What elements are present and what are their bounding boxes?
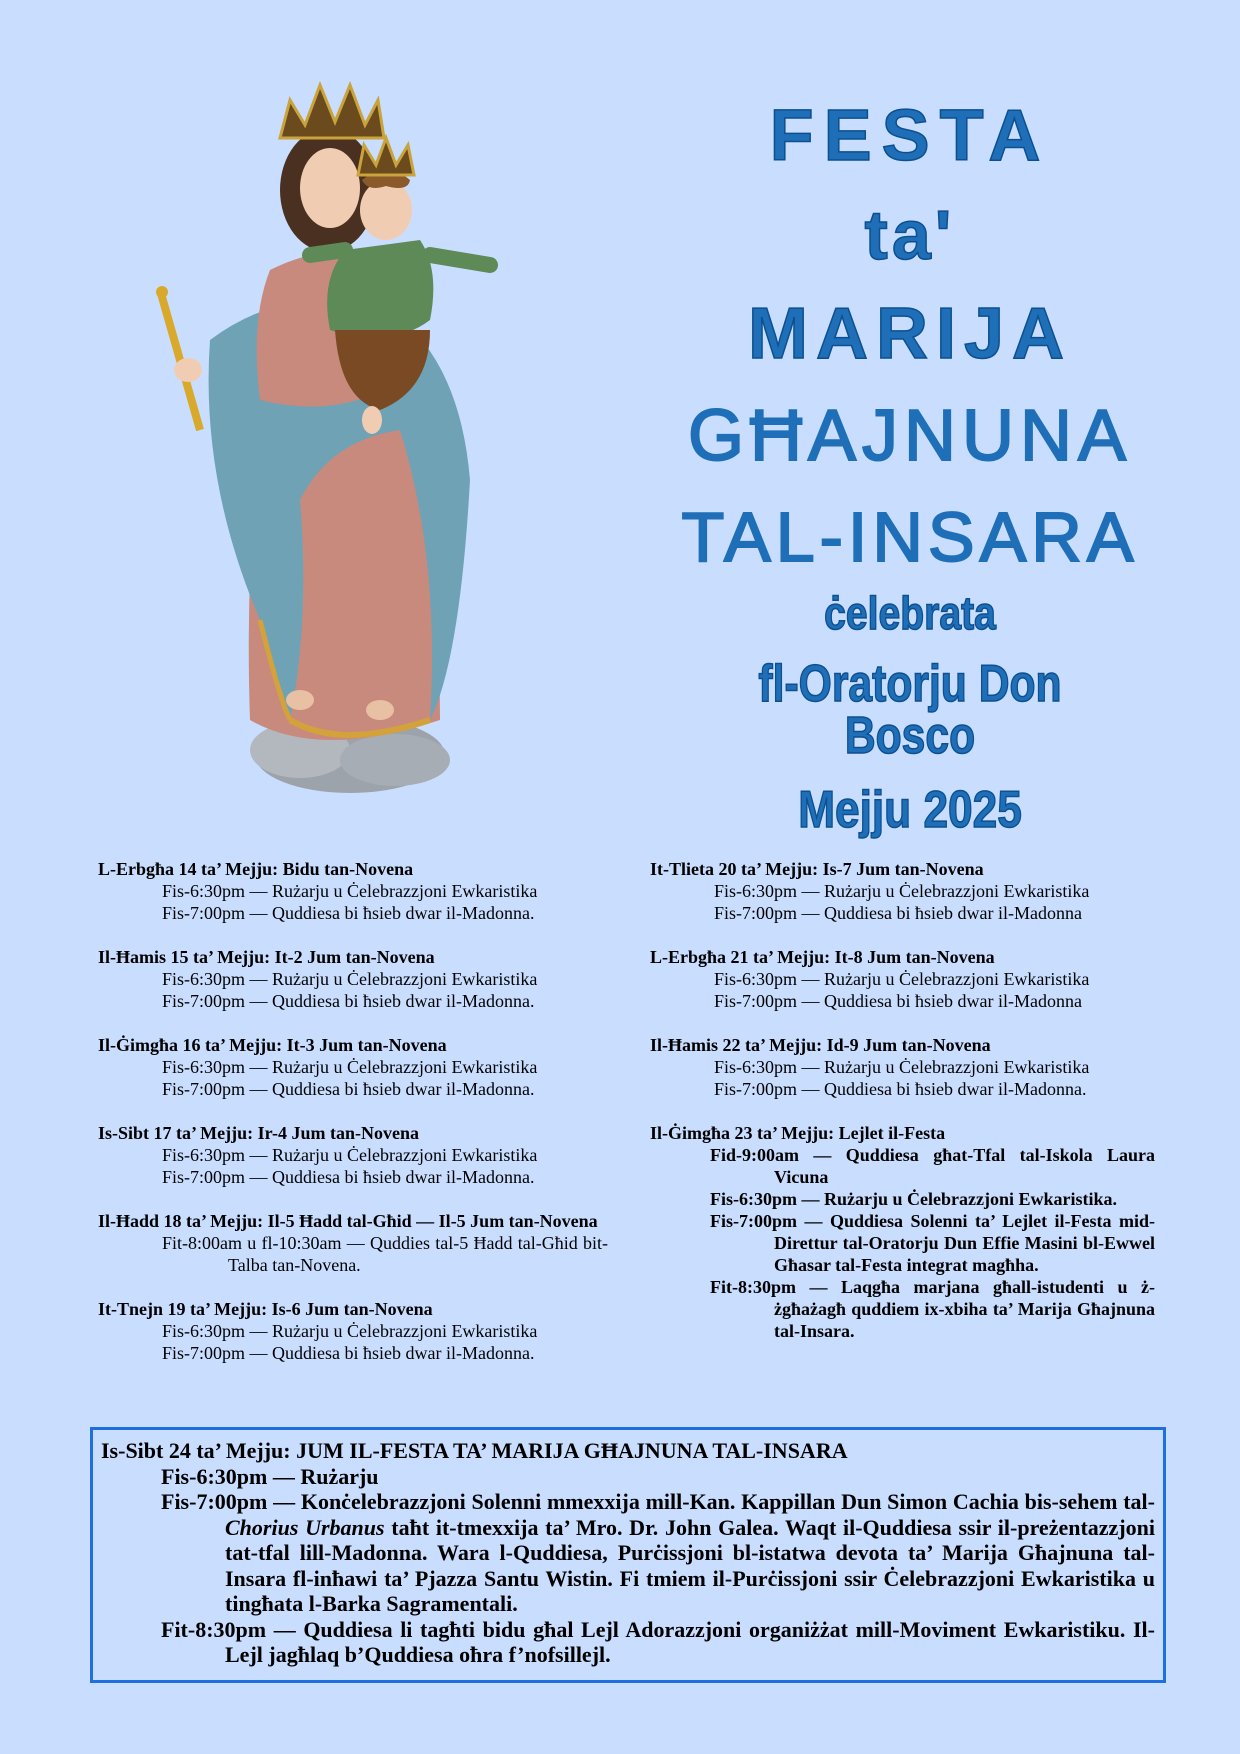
schedule-day	[98, 858, 608, 924]
madonna-statue-image	[140, 60, 560, 820]
schedule-day	[98, 1210, 608, 1276]
schedule-day	[98, 946, 608, 1012]
title-oratorju: fl-Oratorju Don Bosco	[758, 655, 1062, 765]
day-header: Il-Ħadd 18 ta’ Mejju: Il-5 Ħadd tal-Għid — Il-5 Jum tan-Novena	[98, 1211, 598, 1231]
title-ta: ta'	[864, 196, 956, 274]
schedule-entry: Fis-6:30pm — Rużarju u Ċelebrazzjoni Ewkaristika	[162, 1057, 538, 1077]
schedule-entry: Fis-7:00pm — Quddiesa bi ħsieb dwar il-Madonna.	[162, 1343, 535, 1363]
festa-entry-mass	[101, 1489, 1155, 1617]
festa-day-header: Is-Sibt 24 ta’ Mejju: JUM IL-FESTA TA’ MARIJA GĦAJNUNA TAL-INSARA	[101, 1438, 848, 1463]
schedule-day	[650, 1122, 1155, 1342]
title-festa: FESTA	[769, 96, 1051, 176]
day-header: Il-Ġimgħa 16 ta’ Mejju: It-3 Jum tan-Novena	[98, 1035, 447, 1055]
title-date: Mejju 2025	[798, 781, 1022, 839]
schedule-entry: Fis-7:00pm — Quddiesa bi ħsieb dwar il-Madonna.	[162, 903, 535, 923]
schedule-entry: Fis-7:00pm — Quddiesa bi ħsieb dwar il-Madonna	[714, 903, 1082, 923]
title-celebrata: ċelebrata	[824, 587, 996, 639]
day-header: Il-Ħamis 22 ta’ Mejju: Id-9 Jum tan-Novena	[650, 1035, 991, 1055]
schedule-entry: Fis-7:00pm — Quddiesa bi ħsieb dwar il-Madonna.	[162, 991, 535, 1011]
title-ghajnuna: GĦAJNUNA	[687, 396, 1133, 476]
schedule-left-column	[98, 858, 608, 1386]
schedule-entry: Fis-7:00pm — Quddiesa bi ħsieb dwar il-Madonna.	[714, 1079, 1087, 1099]
schedule-day	[98, 1122, 608, 1188]
day-header: L-Erbgħa 21 ta’ Mejju: It-8 Jum tan-Novena	[650, 947, 995, 967]
schedule-day	[650, 1034, 1155, 1100]
schedule-right-column	[650, 858, 1155, 1364]
day-header: Il-Ħamis 15 ta’ Mejju: It-2 Jum tan-Novena	[98, 947, 435, 967]
festa-title	[640, 96, 1180, 839]
schedule-day	[650, 858, 1155, 924]
schedule-entry: Fit-8:30pm — Laqgħa marjana għall-istudenti u ż-żgħażagħ quddiem ix-xbiha ta’ Marija Għajnuna tal-Insara.	[710, 1277, 1155, 1341]
festa-day-box	[90, 1427, 1166, 1683]
schedule-entry: Fis-7:00pm — Quddiesa bi ħsieb dwar il-Madonna	[714, 991, 1082, 1011]
schedule-entry: Fis-6:30pm — Rużarju u Ċelebrazzjoni Ewkaristika.	[710, 1189, 1117, 1209]
festa-entry-adoration: Fit-8:30pm — Quddiesa li tagħti bidu għal Lejl Adorazzjoni organiżżat mill-Moviment Ewkaristiku. Il-Lejl jagħlaq b’Quddiesa oħra f’nofsillejl.	[161, 1616, 1155, 1667]
day-header: L-Erbgħa 14 ta’ Mejju: Bidu tan-Novena	[98, 859, 414, 879]
schedule-entry: Fis-7:00pm — Quddiesa Solenni ta’ Lejlet il-Festa mid-Direttur tal-Oratorju Dun Effie Masini bl-Ewwel Għasar tal-Festa integrat magħha.	[710, 1211, 1155, 1275]
title-marija: MARIJA	[747, 294, 1072, 374]
schedule-entry: Fit-8:00am u fl-10:30am — Quddies tal-5 Ħadd tal-Għid bit-Talba tan-Novena.	[162, 1233, 608, 1275]
day-header: Il-Ġimgħa 23 ta’ Mejju: Lejlet il-Festa	[650, 1123, 946, 1143]
schedule-entry: Fis-6:30pm — Rużarju u Ċelebrazzjoni Ewkaristika	[162, 881, 538, 901]
schedule-entry: Fis-6:30pm — Rużarju u Ċelebrazzjoni Ewkaristika	[162, 969, 538, 989]
schedule-day	[98, 1034, 608, 1100]
schedule-day	[98, 1298, 608, 1364]
festa-entry-rosary: Fis-6:30pm — Rużarju	[161, 1463, 379, 1489]
schedule-entry: Fis-7:00pm — Quddiesa bi ħsieb dwar il-Madonna.	[162, 1167, 535, 1187]
day-header: It-Tnejn 19 ta’ Mejju: Is-6 Jum tan-Novena	[98, 1299, 433, 1319]
festa-entry-mass-text-b: taħt it-tmexxija ta’ Mro. Dr. John Galea. Waqt il-Quddiesa ssir il-preżentazzjoni tat-tfal lill-Madonna. Wara l-Quddiesa, Purċissjoni bl-istatwa devota ta’ Marija Għajnuna tal-Insara fl-inħawi ta’ Pjazza Santu Wistin. Fi tmiem il-Purċissjoni ssir Ċelebrazzjoni Ewkaristika u tingħata l-Barka Sagramentali.	[225, 1514, 1155, 1616]
schedule-day	[650, 946, 1155, 1012]
choir-name: Chorius Urbanus	[225, 1514, 385, 1540]
schedule-entry: Fis-6:30pm — Rużarju u Ċelebrazzjoni Ewkaristika	[714, 969, 1090, 989]
day-header: It-Tlieta 20 ta’ Mejju: Is-7 Jum tan-Novena	[650, 859, 984, 879]
schedule-entry: Fis-6:30pm — Rużarju u Ċelebrazzjoni Ewkaristika	[162, 1145, 538, 1165]
festa-entry-mass-text-a: Fis-7:00pm — Konċelebrazzjoni Solenni mmexxija mill-Kan. Kappillan Dun Simon Cachia bis-sehem tal-	[161, 1489, 1155, 1514]
schedule-entry: Fid-9:00am — Quddiesa għat-Tfal tal-Iskola Laura Vicuna	[710, 1145, 1155, 1187]
day-header: Is-Sibt 17 ta’ Mejju: Ir-4 Jum tan-Novena	[98, 1123, 419, 1143]
schedule-entry: Fis-6:30pm — Rużarju u Ċelebrazzjoni Ewkaristika	[714, 881, 1090, 901]
schedule-entry: Fis-7:00pm — Quddiesa bi ħsieb dwar il-Madonna.	[162, 1079, 535, 1099]
title-tal-insara: TAL-INSARA	[681, 498, 1139, 576]
schedule-entry: Fis-6:30pm — Rużarju u Ċelebrazzjoni Ewkaristika	[714, 1057, 1090, 1077]
schedule-entry: Fis-6:30pm — Rużarju u Ċelebrazzjoni Ewkaristika	[162, 1321, 538, 1341]
